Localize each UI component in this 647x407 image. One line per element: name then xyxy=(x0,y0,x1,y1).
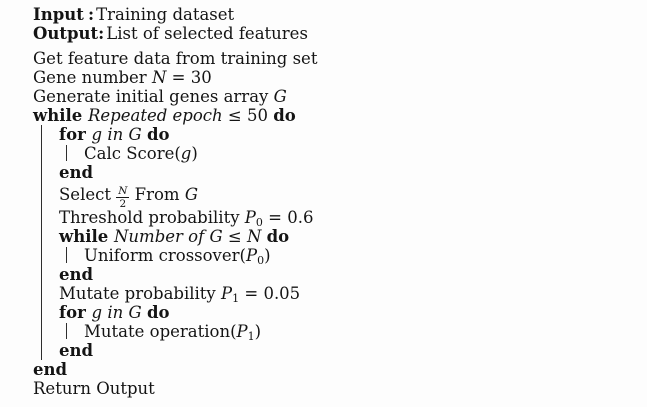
step-threshold-probability xyxy=(59,208,623,227)
var-P: P xyxy=(244,208,256,227)
statement-text: Return Output xyxy=(33,379,155,398)
while-number-end xyxy=(59,265,623,284)
statement-text: Generate initial genes array xyxy=(33,87,274,106)
algorithm-body xyxy=(33,49,623,398)
keyword-while: while xyxy=(59,227,114,246)
var-P: P xyxy=(221,284,233,303)
keyword-end: end xyxy=(33,360,68,379)
var-N: N xyxy=(151,68,167,87)
statement-text: Gene number xyxy=(33,68,152,87)
keyword-for: for xyxy=(59,303,92,322)
statement-value: = 0.05 xyxy=(239,284,301,303)
var-G: G xyxy=(184,185,199,204)
loop-var-g-in-G: g in G xyxy=(91,125,147,144)
statement-text: ) xyxy=(264,246,271,265)
keyword-end: end xyxy=(59,265,94,284)
statement-text: Mutate probability xyxy=(59,284,222,303)
while-number-header xyxy=(59,227,623,246)
var-g: g xyxy=(180,144,192,163)
condition-bound: ≤ 50 xyxy=(227,106,274,125)
keyword-do: do xyxy=(146,125,170,144)
fraction-numerator: N xyxy=(118,184,128,197)
while-epoch-block xyxy=(41,125,623,360)
condition-repeated-epoch: Repeated epoch xyxy=(87,106,228,125)
statement-text: From xyxy=(129,185,185,204)
fraction-denominator: 2 xyxy=(119,198,127,210)
condition-number-of-G: Number of G xyxy=(113,227,228,246)
input-colon: : xyxy=(88,5,95,24)
subscript-1: 1 xyxy=(232,292,240,305)
step-get-feature-data xyxy=(33,49,623,68)
keyword-while: while xyxy=(33,106,88,125)
output-keyword: Output xyxy=(33,24,99,43)
output-line xyxy=(33,24,623,43)
input-keyword: Input xyxy=(33,5,84,24)
statement-text: Select xyxy=(59,185,117,204)
subscript-1: 1 xyxy=(247,330,255,343)
for-loop-end xyxy=(59,163,623,182)
step-mutate-operation xyxy=(59,322,623,341)
keyword-for: for xyxy=(59,125,92,144)
algorithm-pseudocode xyxy=(33,5,623,398)
step-select-half xyxy=(59,182,623,208)
statement-text: Mutate operation( xyxy=(84,322,237,341)
var-G: G xyxy=(273,87,287,106)
step-uniform-crossover xyxy=(59,246,623,265)
for-loop2-end xyxy=(59,341,623,360)
keyword-do: do xyxy=(266,227,290,246)
keyword-end: end xyxy=(59,163,94,182)
step-gene-number xyxy=(33,68,623,87)
subscript-0: 0 xyxy=(255,216,263,229)
while-epoch-end xyxy=(33,360,623,379)
for-loop2-header xyxy=(59,303,623,322)
loop-var-g-in-G: g in G xyxy=(91,303,147,322)
statement-text: = 30 xyxy=(166,68,212,87)
subscript-0: 0 xyxy=(257,254,265,267)
input-line xyxy=(33,5,623,24)
step-mutate-probability xyxy=(59,284,623,303)
statement-value: = 0.6 xyxy=(262,208,314,227)
step-calc-score xyxy=(59,144,623,163)
statement-text: Threshold probability xyxy=(59,208,245,227)
var-N: N xyxy=(246,227,267,246)
keyword-end: end xyxy=(59,341,94,360)
for-loop-header xyxy=(59,125,623,144)
condition-leq: ≤ xyxy=(227,227,247,246)
algorithm-io-header xyxy=(33,5,623,43)
step-generate-genes xyxy=(33,87,623,106)
while-epoch-header xyxy=(33,106,623,125)
statement-text: ) xyxy=(191,144,198,163)
output-value: List of selected features xyxy=(106,24,308,43)
step-return-output xyxy=(33,379,623,398)
statement-text: ) xyxy=(254,322,262,341)
keyword-do: do xyxy=(273,106,296,125)
keyword-do: do xyxy=(146,303,170,322)
var-P: P xyxy=(236,322,248,341)
statement-text: Uniform crossover( xyxy=(84,246,246,265)
statement-text: Get feature data from training set xyxy=(33,49,318,68)
input-value: Training dataset xyxy=(96,5,235,24)
fraction-n-over-2 xyxy=(116,186,129,210)
output-colon: : xyxy=(98,24,105,43)
var-P: P xyxy=(245,246,258,265)
statement-text: Calc Score( xyxy=(84,144,181,163)
